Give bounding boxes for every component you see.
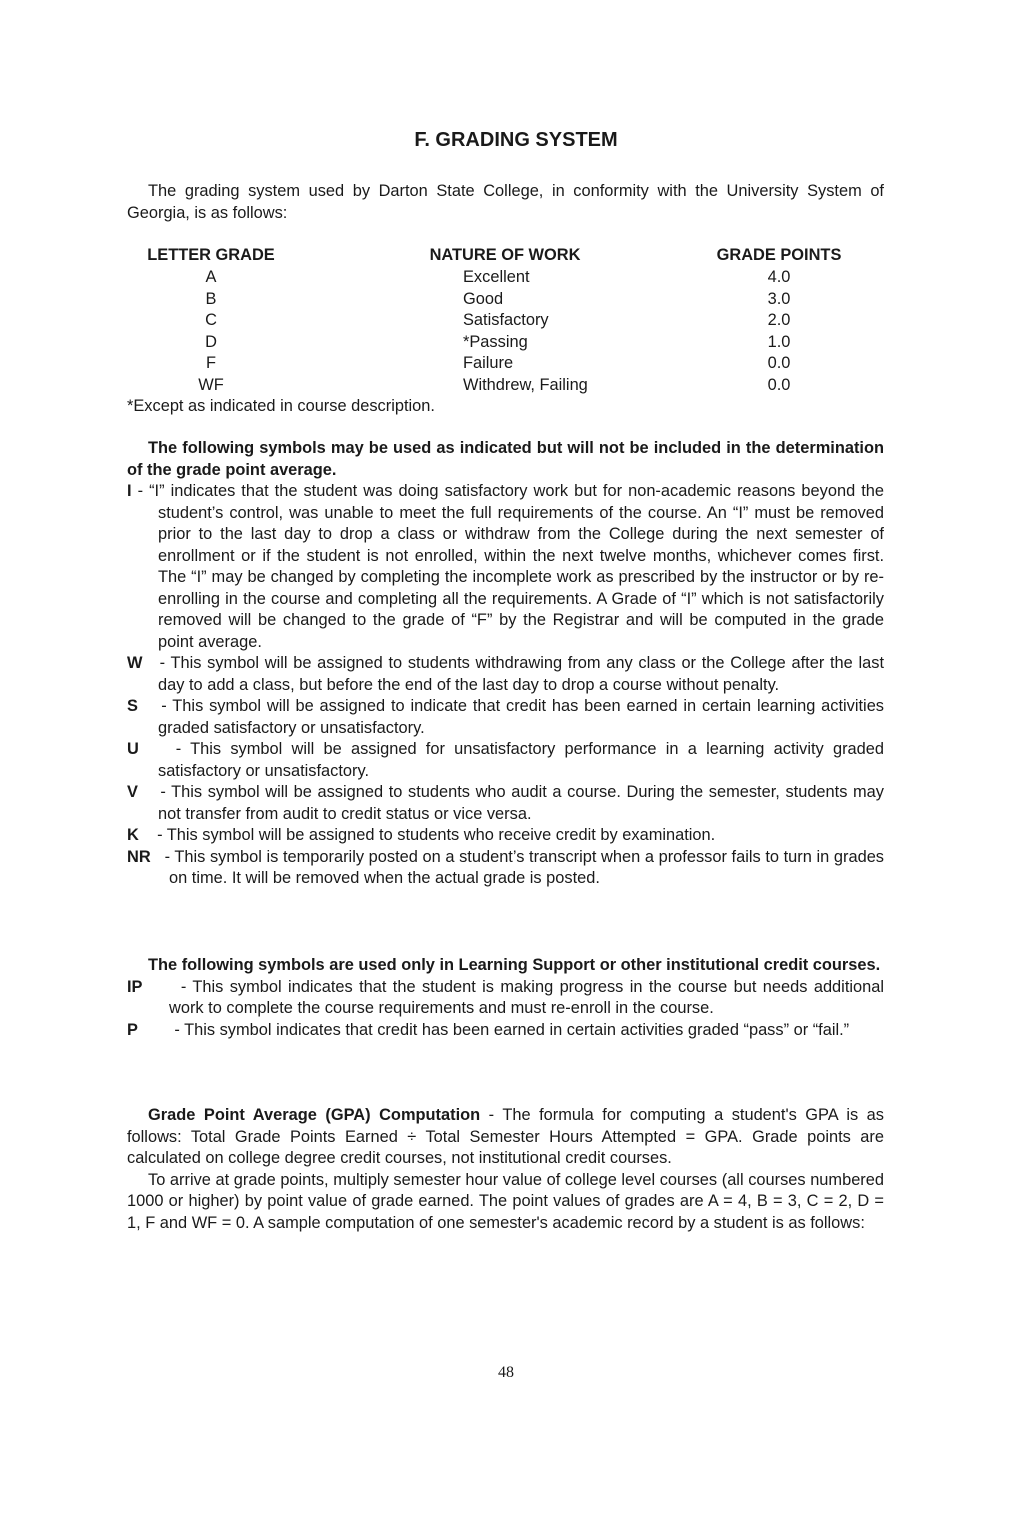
symbol-definition-w	[127, 653, 884, 696]
gpa-paragraph-2: To arrive at grade points, multiply semester hour value of college level courses (all courses numbered 1000 or higher) by point value of grade earned. The point values of grades are A = 4, B = 3, C = 2, D = 1, F and WF = 0. A sample computation of one semester's academic record by a student is as follows:	[127, 1170, 884, 1232]
grade-nature: *Passing	[463, 332, 528, 351]
symbol-text: - This symbol indicates that credit has been earned in certain activities graded “pass” or “fail.”	[174, 1020, 850, 1039]
grade-letter: A	[205, 268, 217, 286]
symbols-section	[127, 438, 884, 890]
symbol-text: - This symbol will be assigned for unsatisfactory performance in a learning activity graded satisfactory or unsatisfactory.	[158, 740, 884, 780]
grade-points: 1.0	[767, 332, 791, 351]
symbols-heading: The following symbols may be used as indicated but will not be included in the determination of the grade point average.	[127, 439, 884, 479]
symbol-code: K	[127, 826, 139, 844]
intro-text: The grading system used by Darton State College, in conformity with the University System of Georgia, is as follows:	[127, 182, 884, 222]
grade-nature: Failure	[463, 354, 514, 372]
grade-nature: Excellent	[463, 268, 530, 286]
grade-points: 3.0	[767, 289, 791, 308]
intro-paragraph	[127, 181, 884, 224]
symbol-definition-i	[127, 481, 884, 653]
grade-points: 2.0	[767, 311, 791, 329]
grade-points: 4.0	[767, 268, 791, 286]
symbol-code: P	[127, 1020, 138, 1039]
symbol-definition-p	[127, 1020, 884, 1042]
table-row	[127, 353, 884, 375]
gpa-section	[127, 1105, 884, 1234]
grade-letter: D	[205, 332, 217, 351]
symbol-text: - “I” indicates that the student was doing satisfactory work but for non-academic reasons beyond the student’s control, was unable to meet the full requirements of the course. An “I” must be removed prior to the last day to drop a class or withdraw from the College during the next semester of enrollment or if the student is not enrolled, within the next twelve months, whichever comes first. The “I” may be changed by completing the incomplete work as prescribed by the instructor or by re-enrolling in the course and completing all the requirements. A Grade of “I” which is not satisfactorily removed will be changed to the grade of “F” by the Registrar and will be computed in the grade point average.	[131, 482, 884, 651]
symbol-code: IP	[127, 977, 143, 996]
learning-support-heading: The following symbols are used only in Learning Support or other institutional credit courses.	[148, 956, 881, 974]
gpa-text-1: - The formula for computing a student's GPA is as follows: Total Grade Points Earned ÷ Total Semester Hours Attempted = GPA. Grade points are calculated on college degree credit courses, not institutional credit courses.	[127, 1106, 884, 1167]
grade-nature: Withdrew, Failing	[463, 375, 588, 394]
symbol-code: W	[127, 654, 143, 672]
symbol-code: V	[127, 783, 138, 801]
learning-support-section	[127, 955, 884, 1041]
symbol-text: - This symbol will be assigned to indicate that credit has been earned in certain learning activities graded satisfactory or unsatisfactory.	[158, 697, 884, 737]
header-nature-of-work: NATURE OF WORK	[429, 246, 581, 264]
table-row	[127, 289, 884, 311]
grade-letter: F	[205, 354, 216, 372]
grade-table	[127, 245, 884, 418]
table-row	[127, 332, 884, 354]
header-letter-grade: LETTER GRADE	[147, 246, 275, 264]
header-grade-points: GRADE POINTS	[716, 246, 842, 264]
grade-letter: C	[205, 311, 217, 329]
gpa-label: Grade Point Average (GPA) Computation	[148, 1106, 481, 1124]
symbol-definition-u	[127, 739, 884, 782]
grade-letter: B	[205, 289, 217, 308]
page-title: F. GRADING SYSTEM	[414, 129, 618, 151]
symbol-code: I	[127, 482, 132, 500]
symbol-definition-ip	[127, 977, 884, 1020]
grade-points: 0.0	[767, 354, 791, 372]
table-row	[127, 310, 884, 332]
grade-points: 0.0	[767, 375, 791, 394]
symbol-code: S	[127, 697, 138, 715]
symbol-text: - This symbol will be assigned to students who audit a course. During the semester, students may not transfer from audit to credit status or vice versa.	[158, 783, 884, 823]
symbol-text: - This symbol will be assigned to students withdrawing from any class or the College after the last day to add a class, but before the end of the last day to drop a course without penalty.	[158, 654, 884, 694]
grade-nature: Satisfactory	[463, 311, 549, 329]
grade-table-header	[127, 245, 884, 267]
grade-footnote: *Except as indicated in course description.	[127, 397, 435, 415]
gpa-paragraph-1	[127, 1105, 884, 1170]
symbol-code: U	[127, 740, 139, 758]
symbol-code: NR	[127, 847, 151, 866]
symbol-definition-k	[127, 825, 884, 847]
page-number: 48	[498, 1364, 514, 1381]
symbol-definition-v	[127, 782, 884, 825]
table-row	[127, 267, 884, 289]
symbol-text: - This symbol indicates that the student is making progress in the course but needs additional work to complete the course requirements and must re-enroll in the course.	[169, 977, 884, 1017]
symbol-definition-nr	[127, 847, 884, 890]
grade-nature: Good	[463, 289, 504, 308]
symbol-definition-s	[127, 696, 884, 739]
symbol-text: - This symbol will be assigned to students who receive credit by examination.	[157, 826, 716, 844]
grade-letter: WF	[198, 375, 224, 394]
symbol-text: - This symbol is temporarily posted on a student’s transcript when a professor fails to turn in grades on time. It will be removed when the actual grade is posted.	[164, 847, 884, 887]
table-row	[127, 375, 884, 397]
